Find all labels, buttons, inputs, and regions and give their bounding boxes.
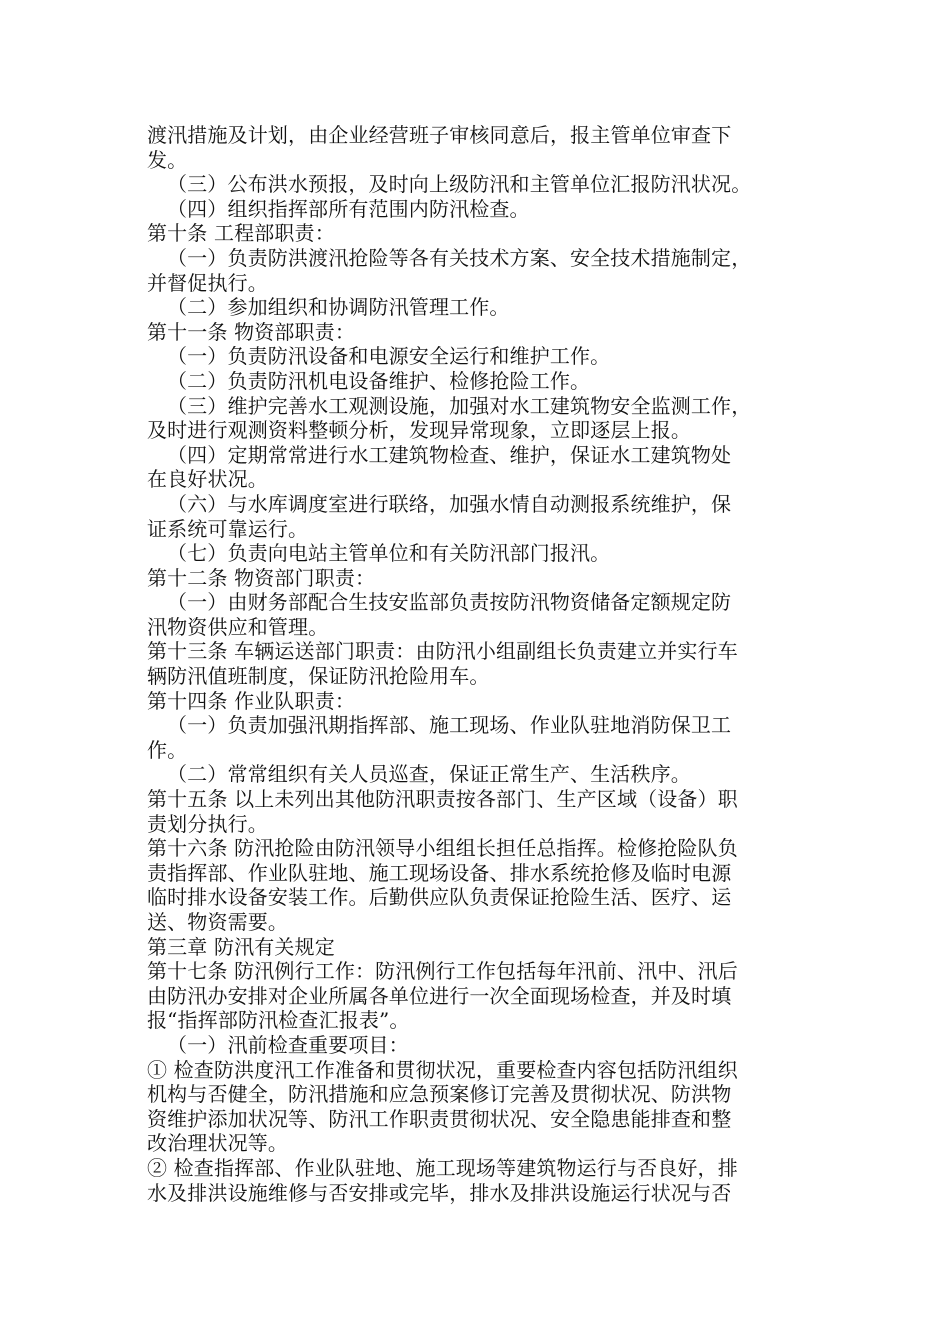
text-line: （三）维护完善水工观测设施，加强对水工建筑物安全监测工作， [167, 393, 752, 418]
text-line: 改治理状况等。 [147, 1131, 289, 1156]
text-line: （一）负责加强汛期指挥部、施工现场、作业队驻地消防保卫工 [167, 713, 732, 738]
text-line: （二）负责防汛机电设备维护、检修抢险工作。 [167, 368, 591, 393]
text-line: （一）负责防汛设备和电源安全运行和维护工作。 [167, 344, 611, 369]
text-line: 并督促执行。 [147, 270, 268, 295]
text-line: （二）参加组织和协调防汛管理工作。 [167, 295, 510, 320]
text-line: （一）负责防洪渡汛抢险等各有关技术方案、安全技术措施制定， [167, 245, 752, 270]
text-line: （三）公布洪水预报，及时向上级防汛和主管单位汇报防汛状况。 [167, 172, 752, 197]
article-heading: 第十条 工程部职责： [147, 221, 335, 246]
article-heading: 第十六条 防汛抢险由防汛领导小组组长担任总指挥。检修抢险队负 [147, 836, 738, 861]
text-line: 机构与否健全，防汛措施和应急预案修订完善及贯彻状况、防洪物 [147, 1082, 732, 1107]
text-line: 及时进行观测资料整顿分析，发现异常现象，立即逐层上报。 [147, 418, 692, 443]
document-body [147, 123, 811, 1205]
text-line: 在良好状况。 [147, 467, 268, 492]
text-line: 发。 [147, 147, 188, 172]
text-line: 由防汛办安排对企业所属各单位进行一次全面现场检查，并及时填 [147, 983, 732, 1008]
text-line: 渡汛措施及计划，由企业经营班子审核同意后，报主管单位审查下 [147, 123, 732, 147]
text-line: 资维护添加状况等、防汛工作职责贯彻状况、安全隐患能排查和整 [147, 1106, 732, 1131]
text-line: （一）由财务部配合生技安监部负责按防汛物资储备定额规定防 [167, 590, 732, 615]
article-heading: 第十五条 以上未列出其他防汛职责按各部门、生产区域（设备）职 [147, 787, 738, 812]
article-heading: 第十三条 车辆运送部门职责：由防汛小组副组长负责建立并实行车 [147, 639, 738, 664]
text-line: ② 检查指挥部、作业队驻地、施工现场等建筑物运行与否良好，排 [147, 1155, 738, 1180]
text-line: （二）常常组织有关人员巡查，保证正常生产、生活秩序。 [167, 762, 691, 787]
text-line: （四）组织指挥部所有范围内防汛检查。 [167, 196, 530, 221]
text-line: 作。 [147, 737, 188, 762]
text-line: （一）汛前检查重要项目： [167, 1032, 409, 1057]
chapter-heading: 第三章 防汛有关规定 [147, 934, 335, 959]
text-line: 证系统可靠运行。 [147, 516, 309, 541]
text-line: （六）与水库调度室进行联络，加强水情自动测报系统维护，保 [167, 491, 732, 516]
text-line: 汛物资供应和管理。 [147, 614, 329, 639]
article-heading: 第十一条 物资部职责： [147, 319, 356, 344]
text-line: ① 检查防洪度汛工作准备和贯彻状况，重要检查内容包括防汛组织 [147, 1057, 738, 1082]
text-line: 责划分执行。 [147, 811, 268, 836]
text-line: 水及排洪设施维修与否安排或完毕，排水及排洪设施运行状况与否 [147, 1180, 732, 1205]
text-line: 报“指挥部防汛检查汇报表”。 [147, 1008, 410, 1033]
article-heading: 第十七条 防汛例行工作：防汛例行工作包括每年汛前、汛中、汛后 [147, 959, 738, 984]
article-heading: 第十四条 作业队职责： [147, 688, 356, 713]
text-line: 送、物资需要。 [147, 910, 289, 934]
text-line: 临时排水设备安装工作。后勤供应队负责保证抢险生活、医疗、运 [147, 885, 732, 910]
text-line: （七）负责向电站主管单位和有关防汛部门报汛。 [167, 541, 611, 566]
text-line: 辆防汛值班制度，保证防汛抢险用车。 [147, 664, 490, 689]
text-line: 责指挥部、作业队驻地、施工现场设备、排水系统抢修及临时电源 [147, 860, 732, 885]
article-heading: 第十二条 物资部门职责： [147, 565, 376, 590]
text-line: （四）定期常常进行水工建筑物检查、维护，保证水工建筑物处 [167, 442, 732, 467]
